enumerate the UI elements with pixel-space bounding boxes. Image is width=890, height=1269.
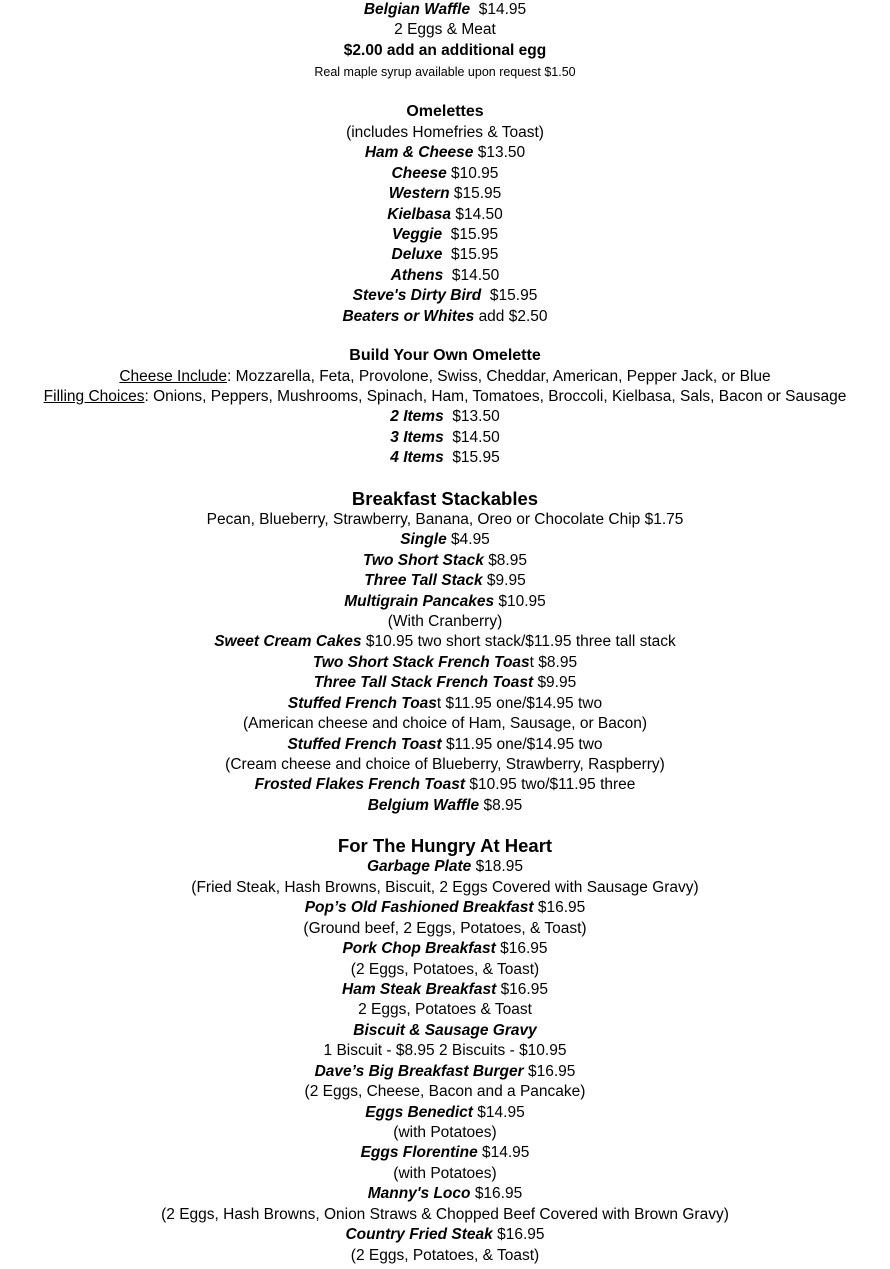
item-name: Kielbasa bbox=[387, 205, 452, 223]
section-title-stackables: Breakfast Stackables bbox=[351, 487, 539, 509]
item-price: $14.95 bbox=[478, 1, 527, 18]
item-name: Beaters or Whites bbox=[342, 307, 475, 325]
item-price: t $11.95 one/$14.95 two bbox=[436, 694, 603, 712]
filling-choices bbox=[0, 387, 890, 407]
menu-item bbox=[0, 428, 890, 448]
menu-item bbox=[0, 143, 890, 163]
item-price: $10.95 two/$11.95 three bbox=[469, 776, 636, 794]
item-name: Frosted Flakes French Toast bbox=[254, 776, 466, 794]
item-price: $14.95 bbox=[477, 1103, 525, 1121]
section-title-omelettes: Omelettes bbox=[406, 103, 484, 121]
menu-item bbox=[0, 225, 890, 245]
item-name: Dave’s Big Breakfast Burger bbox=[314, 1062, 524, 1080]
item-price: $16.95 bbox=[500, 980, 548, 998]
item-price: $14.50 bbox=[452, 428, 500, 446]
item-note: (Fried Steak, Hash Browns, Biscuit, 2 Eggs Covered with Sausage Gravy) bbox=[191, 878, 699, 896]
item-price: $4.95 bbox=[451, 531, 490, 549]
item-note: 1 Biscuit - $8.95 2 Biscuits - $10.95 bbox=[323, 1042, 567, 1060]
item-name: Pop’s Old Fashioned Breakfast bbox=[304, 899, 534, 917]
menu-item bbox=[0, 286, 890, 306]
item-name: Cheese bbox=[391, 164, 447, 182]
menu-item bbox=[0, 694, 890, 714]
menu-item bbox=[0, 448, 890, 468]
item-note: 2 Eggs, Potatoes & Toast bbox=[358, 1001, 532, 1019]
item-price: $13.50 bbox=[477, 144, 526, 162]
item-price: $14.50 bbox=[451, 266, 500, 284]
item-name: Ham & Cheese bbox=[364, 144, 474, 162]
item-price: $15.95 bbox=[453, 185, 502, 203]
item-note: (Cream cheese and choice of Blueberry, Strawberry, Raspberry) bbox=[225, 756, 665, 773]
item-name: Stuffed French Toas bbox=[287, 694, 437, 712]
filling-text: : Onions, Peppers, Mushrooms, Spinach, Ham, Tomatoes, Broccoli, Kielbasa, Sals, Bacon or Sausage bbox=[144, 388, 847, 405]
item-name: Garbage Plate bbox=[367, 858, 472, 876]
item-name: Manny's Loco bbox=[367, 1185, 471, 1203]
menu-item bbox=[0, 164, 890, 184]
menu-item bbox=[0, 898, 890, 918]
item-price: $11.95 one/$14.95 two bbox=[445, 735, 603, 753]
item-name: Biscuit & Sausage Gravy bbox=[353, 1021, 537, 1039]
item-name: Two Short Stack bbox=[363, 551, 484, 569]
item-price: $14.50 bbox=[455, 205, 503, 223]
menu-item bbox=[0, 1103, 890, 1123]
item-name: Steve's Dirty Bird bbox=[352, 287, 482, 305]
section-subtitle: (includes Homefries & Toast) bbox=[346, 123, 544, 141]
item-name: Sweet Cream Cakes bbox=[214, 633, 362, 651]
menu-item bbox=[0, 530, 890, 550]
item-name: Stuffed French Toast bbox=[287, 735, 442, 753]
item-name: Athens bbox=[390, 266, 444, 284]
menu-item bbox=[0, 592, 890, 612]
flavor-options: Pecan, Blueberry, Strawberry, Banana, Oreo or Chocolate Chip $1.75 bbox=[206, 510, 684, 528]
item-price: $16.95 bbox=[474, 1185, 523, 1203]
menu-item bbox=[0, 775, 890, 795]
item-price: $16.95 bbox=[500, 940, 548, 958]
item-price: $13.50 bbox=[452, 408, 500, 426]
item-name: Three Tall Stack bbox=[364, 572, 483, 590]
menu-item bbox=[0, 1062, 890, 1082]
menu-item bbox=[0, 407, 890, 427]
item-name: Three Tall Stack French Toast bbox=[313, 674, 534, 692]
item-price: t $8.95 bbox=[529, 653, 578, 671]
item-name: Country Fried Steak bbox=[345, 1226, 493, 1244]
item-price: $10.95 bbox=[498, 592, 546, 610]
cheese-choices bbox=[0, 367, 890, 387]
item-price: $16.95 bbox=[527, 1062, 576, 1080]
cheese-text: : Mozzarella, Feta, Provolone, Swiss, Cheddar, American, Pepper Jack, or Blue bbox=[227, 367, 771, 385]
item-note: (2 Eggs, Cheese, Bacon and a Pancake) bbox=[304, 1083, 586, 1101]
item-name: 3 Items bbox=[390, 428, 444, 446]
menu-item bbox=[0, 653, 890, 673]
menu-item bbox=[0, 551, 890, 571]
item-name: 4 Items bbox=[390, 449, 444, 467]
item-name: Pork Chop Breakfast bbox=[342, 940, 496, 958]
item-note: (With Cranberry) bbox=[387, 612, 503, 630]
menu-item bbox=[0, 673, 890, 693]
item-note: (2 Eggs, Potatoes, & Toast) bbox=[350, 960, 540, 978]
item-price: $15.95 bbox=[452, 449, 500, 467]
item-price: add $2.50 bbox=[478, 307, 548, 325]
menu-item bbox=[0, 857, 890, 877]
item-name: Eggs Florentine bbox=[360, 1144, 478, 1162]
section-title-hungry: For The Hungry At Heart bbox=[337, 835, 553, 857]
item-name: Single bbox=[400, 531, 447, 549]
menu-item bbox=[0, 632, 890, 652]
menu-item bbox=[0, 307, 890, 327]
item-name: Belgium Waffle bbox=[367, 796, 480, 814]
filling-label: Filling Choices bbox=[43, 388, 145, 405]
item-price: $16.95 bbox=[537, 899, 586, 917]
item-note: (with Potatoes) bbox=[393, 1164, 497, 1182]
item-price: $15.95 bbox=[489, 287, 538, 305]
additional-egg-note: $2.00 add an additional egg bbox=[343, 41, 547, 59]
menu-item bbox=[0, 1021, 890, 1041]
item-note: 2 Eggs & Meat bbox=[394, 21, 496, 39]
item-price: $16.95 bbox=[497, 1226, 545, 1244]
item-price: $8.95 bbox=[488, 551, 527, 569]
menu-item bbox=[0, 184, 890, 204]
menu-item bbox=[0, 571, 890, 591]
item-name: Western bbox=[388, 185, 450, 203]
item-note: (with Potatoes) bbox=[393, 1124, 497, 1141]
item-price: $18.95 bbox=[475, 858, 523, 876]
item-name: Deluxe bbox=[391, 246, 443, 264]
item-price: $10.95 bbox=[451, 164, 499, 182]
menu-item bbox=[0, 1143, 890, 1163]
menu-item bbox=[0, 1225, 890, 1245]
item-price: $14.95 bbox=[482, 1144, 530, 1162]
item-name: 2 Items bbox=[390, 408, 444, 426]
item-note: (American cheese and choice of Ham, Sausage, or Bacon) bbox=[242, 715, 648, 733]
item-price: $15.95 bbox=[450, 225, 499, 243]
menu-item bbox=[0, 1184, 890, 1204]
item-price: $8.95 bbox=[483, 796, 523, 814]
menu-item bbox=[0, 796, 890, 816]
item-price: $9.95 bbox=[486, 572, 526, 590]
item-price: $9.95 bbox=[537, 674, 577, 692]
item-name: Belgian Waffle bbox=[363, 1, 471, 18]
item-name: Ham Steak Breakfast bbox=[342, 980, 497, 998]
menu-item bbox=[0, 205, 890, 225]
item-note: (2 Eggs, Potatoes, & Toast) bbox=[350, 1246, 540, 1264]
menu-item bbox=[0, 245, 890, 265]
item-price: $10.95 two short stack/$11.95 three tall stack bbox=[365, 633, 676, 651]
menu-item bbox=[0, 980, 890, 1000]
item-name: Veggie bbox=[391, 225, 443, 243]
menu-item bbox=[0, 266, 890, 286]
item-name: Multigrain Pancakes bbox=[344, 592, 495, 610]
item-note: (2 Eggs, Hash Browns, Onion Straws & Chopped Beef Covered with Brown Gravy) bbox=[161, 1205, 729, 1223]
menu-item bbox=[0, 939, 890, 959]
menu-item bbox=[0, 735, 890, 755]
maple-syrup-note: Real maple syrup available upon request $1.50 bbox=[314, 65, 576, 80]
cheese-label: Cheese Include bbox=[119, 367, 228, 385]
item-price: $15.95 bbox=[451, 246, 499, 264]
item-note: (Ground beef, 2 Eggs, Potatoes, & Toast) bbox=[303, 919, 587, 937]
menu-item-belgian-waffle bbox=[0, 0, 890, 20]
item-name: Two Short Stack French Toas bbox=[312, 653, 530, 671]
section-title-build-omelette: Build Your Own Omelette bbox=[349, 347, 541, 365]
item-name: Eggs Benedict bbox=[365, 1103, 473, 1121]
